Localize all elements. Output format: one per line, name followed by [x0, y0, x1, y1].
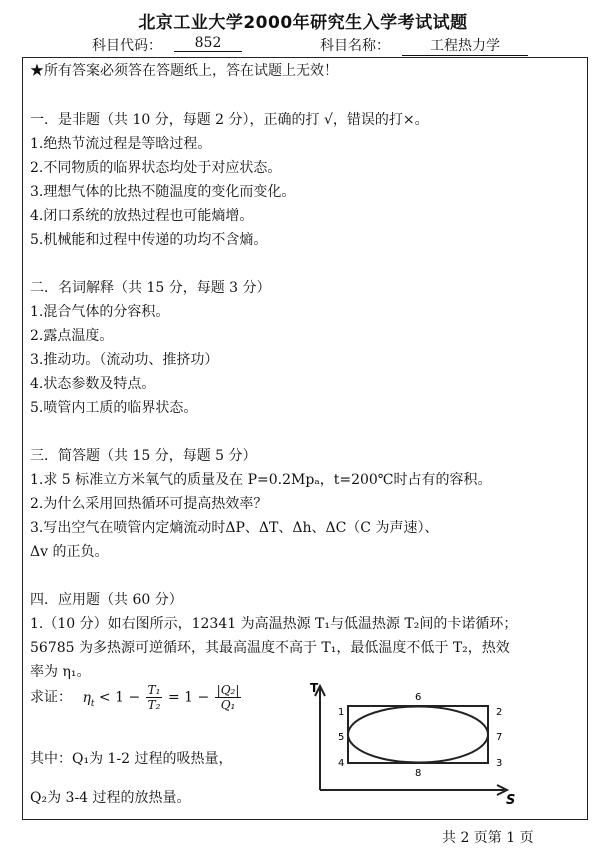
subject-code-value: 852 [174, 35, 242, 52]
exam-title: 北京工业大学2000年研究生入学考试试题 [138, 13, 468, 33]
section2-heading: 二．名词解释（共 15 分，每题 3 分） [30, 280, 271, 296]
point-label: 7 [496, 732, 503, 743]
point-label: 3 [496, 758, 503, 769]
section3-item: 3.写出空气在喷管内定熵流动时ΔP、ΔT、Δh、ΔC（C 为声速）、 [30, 520, 439, 536]
point-label: 2 [496, 707, 503, 718]
point-label: 6 [415, 692, 422, 703]
reversible-cycle [348, 707, 488, 763]
subject-name-value: 工程热力学 [402, 35, 528, 56]
heat-fraction: $\frac{\text{|Q₂|}}{\text{Q₁}}$ [216, 683, 240, 712]
section1-item: 2.不同物质的临界状态均处于对应状态。 [30, 160, 282, 176]
section4-q1-line: 1.（10 分）如右图所示，12341 为高温热源 T₁与低温热源 T₂间的卡诺循环； [30, 616, 518, 632]
subject-code-label: 科目代码： [92, 38, 162, 54]
section3-item: 1.求 5 标准立方米氧气的质量及在 P=0.2Mpₐ，t=200℃时占有的容积。 [30, 472, 492, 488]
section3-heading: 三．简答题（共 15 分，每题 5 分） [30, 448, 257, 464]
section3-item: 2.为什么采用回热循环可提高热效率？ [30, 496, 268, 512]
section1-heading: 一．是非题（共 10 分，每题 2 分），正确的打 √，错误的打×。 [30, 112, 429, 128]
section4-q1-line: 56785 为多热源可逆循环，其最高温度不高于 T₁，最低温度不低于 T₂，热效 [30, 640, 510, 656]
point-label: 8 [415, 768, 422, 779]
section2-item: 4.状态参数及特点。 [30, 376, 156, 392]
page-footer: 共 2 页第 1 页 [442, 830, 534, 846]
section1-item: 4.闭口系统的放热过程也可能熵增。 [30, 208, 254, 224]
section1-item: 3.理想气体的比热不随温度的变化而变化。 [30, 184, 296, 200]
point-label: 4 [338, 758, 345, 769]
proof-formula [30, 683, 242, 712]
section2-item: 3.推动功。（流动功、推挤功） [30, 352, 219, 368]
subject-name-label: 科目名称： [320, 38, 390, 54]
section3-item: Δv 的正负。 [30, 544, 109, 560]
temperature-fraction: $\frac{\text{T₁}}{\text{T₂}}$ [147, 683, 161, 712]
eta-symbol: $\eta_t$ [82, 689, 95, 709]
section2-item: 5.喷管内工质的临界状态。 [30, 400, 198, 416]
section4-heading: 四．应用题（共 60 分） [30, 592, 183, 608]
section1-item: 5.机械能和过程中传递的功均不含熵。 [30, 232, 268, 248]
s-axis-label: S [506, 793, 516, 808]
section1-item: 1.绝热节流过程是等晗过程。 [30, 136, 212, 152]
notice: ★所有答案必须答在答题纸上，答在试题上无效！ [30, 63, 338, 79]
where-line: 其中：Q₁为 1-2 过程的吸热量， [30, 751, 233, 767]
t-axis-label: T [310, 681, 319, 695]
section4-q1-line: 率为 η₁。 [30, 664, 91, 680]
point-label: 1 [338, 707, 345, 718]
ts-cycle-diagram [300, 680, 530, 810]
lt-one-minus: < 1 − [98, 689, 141, 706]
eq-one-minus: = 1 − [167, 689, 210, 706]
point-label: 5 [338, 732, 345, 743]
q2-line: Q₂为 3-4 过程的放热量。 [30, 790, 191, 806]
section2-item: 2.露点温度。 [30, 328, 114, 344]
section2-item: 1.混合气体的分容积。 [30, 304, 170, 320]
prove-label: 求证： [30, 689, 72, 706]
